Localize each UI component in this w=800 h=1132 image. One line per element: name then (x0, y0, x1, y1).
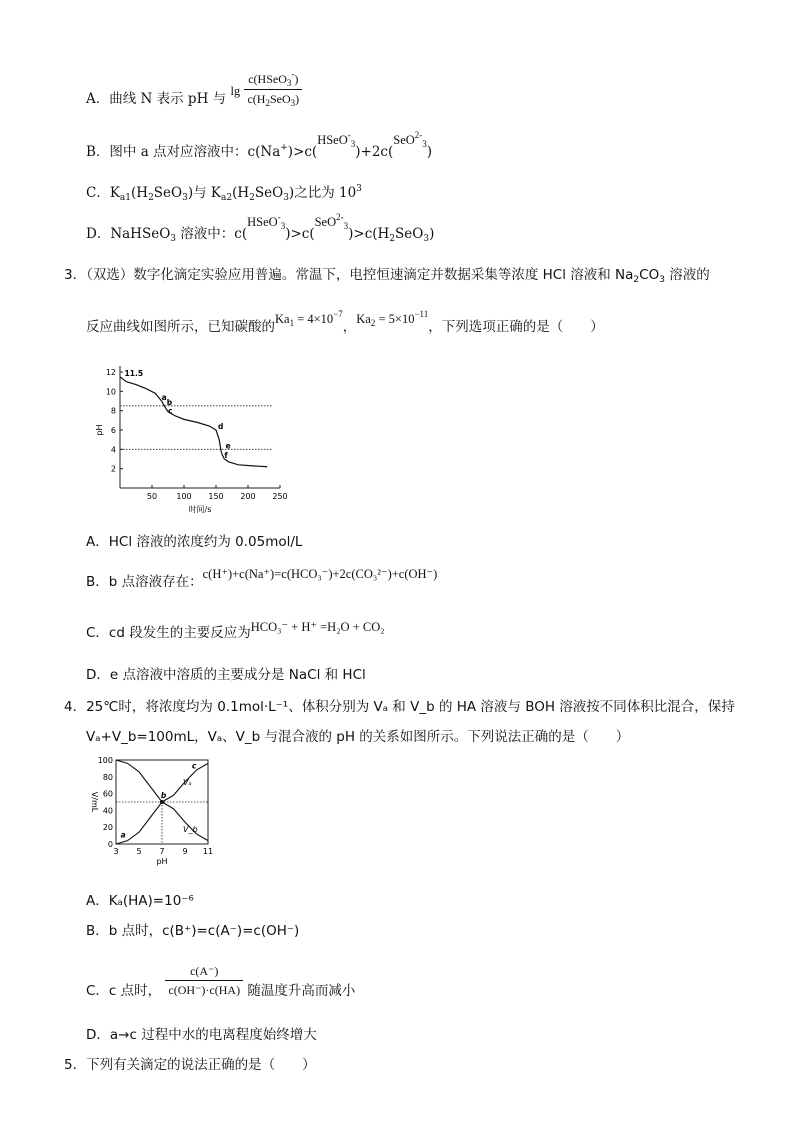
y-tick-label: 10 (105, 387, 116, 397)
y-tick-label: 2 (110, 464, 116, 474)
q3-option-c: C．cd 段发生的主要反应为HCO₃⁻ + H⁺ =H₂O + CO₂ (86, 620, 385, 641)
y-axis-label: pH (95, 424, 104, 436)
y-tick-label: 6 (110, 426, 116, 435)
x-tick-label: 200 (240, 492, 256, 501)
q3-stem-line1: 3．（双选）数字化滴定实验应用普遍。常温下，电控恒速滴定并数据采集等浓度 HCl 溶液和 $Na_2CO_3$ 溶液的 (64, 267, 710, 285)
q4-option-c: C．c 点时， $\frac{c(A^-)}{c(OH^-)\cdot c(HA)}$ 随温度升高而减小 (86, 964, 356, 999)
x-axis-label: pH (156, 857, 168, 866)
q4-c-fraction: $\frac{c(A^-)}{c(OH^-)\cdot c(HA)}$ (165, 962, 243, 999)
y-axis-label: V/mL (90, 791, 99, 813)
y-tick-label: 8 (110, 406, 116, 416)
q3-option-b: B．b 点溶液存在：c(H⁺)+c(Na⁺)=c(HCO₃⁻)+2c(CO₃²⁻)+c(OH⁻) (86, 567, 438, 590)
x-axis-label: 时间/s (188, 505, 212, 514)
q4-option-a: A．Kₐ(HA)=10⁻⁶ (86, 893, 194, 909)
series-label: Vₐ (183, 777, 192, 787)
point-label: b (160, 790, 167, 800)
x-tick-label: 7 (159, 847, 165, 856)
ph-curve (120, 377, 267, 467)
y-tick-label: 80 (102, 772, 113, 782)
y-tick-label: 12 (105, 368, 116, 377)
q2-option-c: C．$K_{a1}(H_2SeO_3)$与 $K_{a2}(H_2SeO_3)$之比为 $10^3$ (86, 184, 362, 203)
x-tick-label: 5 (136, 847, 142, 856)
q4-option-d: D．a→c 过程中水的电离程度始终增大 (86, 1027, 317, 1043)
point-label: a (120, 830, 126, 840)
log-symbol: lg (230, 84, 241, 98)
y-tick-label: 4 (110, 445, 116, 455)
q2-a-fraction: $\frac{c(HSeO_3^-)}{c(H_2SeO_3)}$ (244, 70, 302, 109)
point-label: f (224, 451, 228, 460)
point-label: c (191, 761, 197, 771)
q2-option-a-text: A．曲线 N 表示 pH 与 (86, 91, 227, 107)
q4-option-b: B．b 点时，c(B⁺)=c(A⁻)=c(OH⁻) (86, 923, 300, 939)
series-label: V_b (183, 825, 198, 835)
x-tick-label: 11 (202, 847, 214, 856)
q2-option-a (86, 69, 302, 119)
x-tick-label: 50 (146, 492, 158, 501)
point-label: e (225, 441, 231, 451)
y-tick-label: 20 (102, 823, 113, 833)
q4-stem-line1: 4．25℃时，将浓度均为 0.1mol·L⁻¹、体积分别为 Vₐ 和 V_b 的 HA 溶液与 BOH 溶液按不同体积比混合，保持 (64, 699, 735, 715)
point-b-marker (160, 800, 164, 804)
volume-ph-chart (84, 752, 224, 877)
x-tick-label: 3 (113, 847, 119, 856)
y-tick-label: 60 (102, 789, 113, 799)
x-tick-label: 150 (208, 492, 224, 501)
x-tick-label: 9 (182, 847, 188, 856)
y-tick-label: 0 (107, 840, 113, 849)
point-label: b (166, 397, 173, 407)
x-tick-label: 250 (272, 492, 288, 501)
q4-stem-line2: Vₐ+V_b=100mL，Vₐ、V_b 与混合液的 pH 的关系如图所示。下列说法正确的是（ ） (86, 729, 630, 745)
point-label: c (168, 406, 173, 416)
point-label: d (218, 422, 224, 431)
point-label: a (161, 393, 167, 402)
point-label: 11.5 (124, 368, 144, 378)
x-tick-label: 100 (176, 492, 192, 501)
y-tick-label: 40 (102, 806, 113, 816)
q2-option-d: D．NaHSeO$_3$ 溶液中：$c(HSeO^-_3)>c(SeO^{2-}_3)>c(H_2SeO_3)$ (86, 212, 435, 244)
y-tick-label: 100 (97, 756, 113, 765)
titration-ph-chart (80, 360, 300, 520)
q3-stem-line2: 反应曲线如图所示，已知碳酸的$Ka_1 = 4\times 10^{-7}$，$Ka_2 = 5\times 10^{-11}$，下列选项正确的是（ ） (86, 309, 604, 335)
q2-option-b: B．图中 a 点对应溶液中：c(Na+)>c(HSeO-$_3$)+2c(SeO$^{2-}_3$) (86, 130, 433, 160)
q3-option-d: D．e 点溶液中溶质的主要成分是 NaCl 和 HCl (86, 667, 366, 683)
q3-option-a: A．HCl 溶液的浓度约为 0.05mol/L (86, 534, 303, 550)
q5-stem: 5．下列有关滴定的说法正确的是（ ） (64, 1057, 316, 1073)
